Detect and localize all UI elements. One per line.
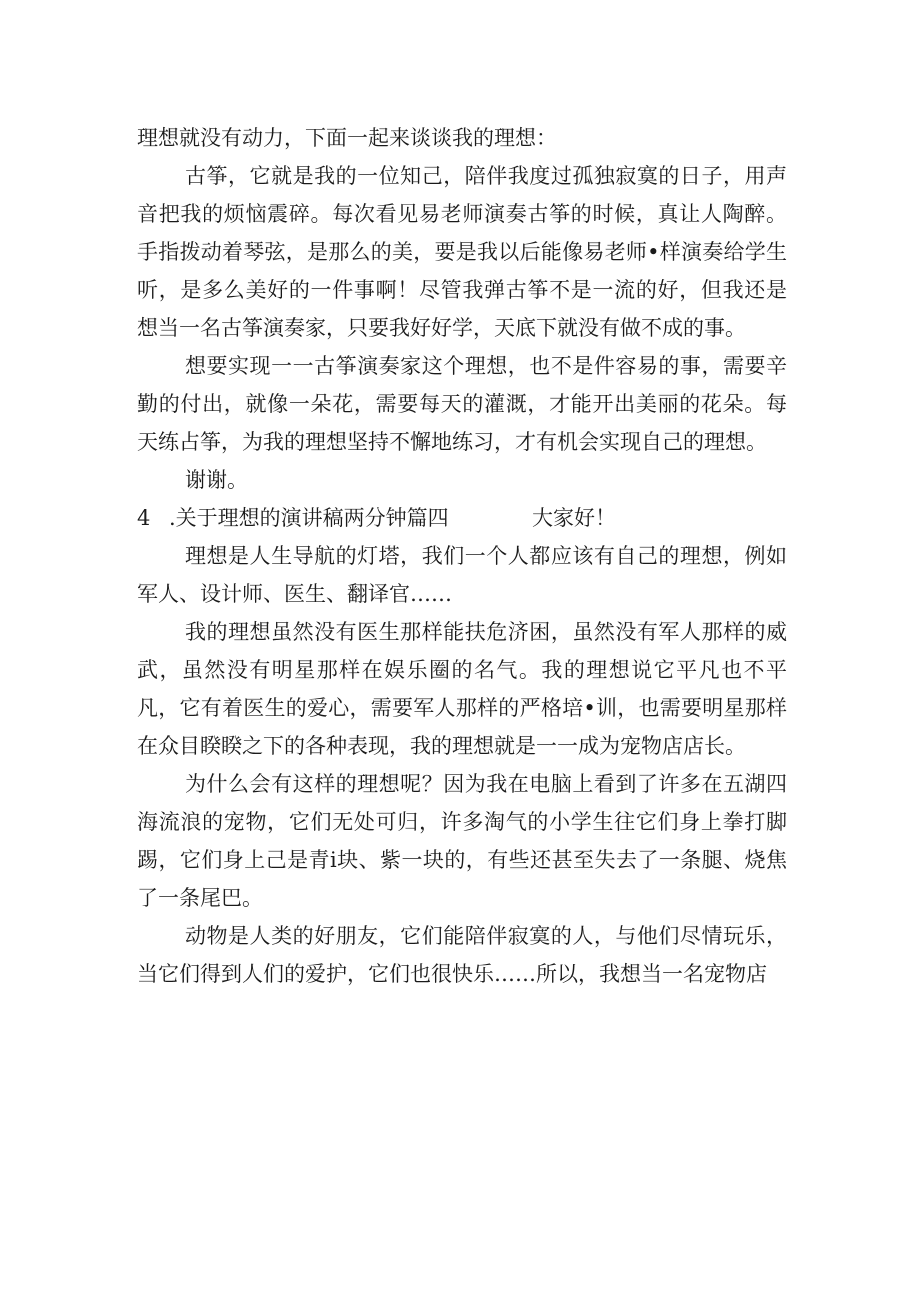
- paragraph-ordinary-dream: 我的理想虽然没有医生那样能扶危济困，虽然没有军人那样的威武，虽然没有明星那样在娱乐圈的名气。我的理想说它平凡也不平凡，它有着医生的爱心，需要军人那样的严格培•训，也需要明星那样在众目睽睽之下的各种表现，我的理想就是一一成为宠物店店长。: [137, 620, 787, 758]
- paragraph-guzheng-effort: 想要实现一一古筝演奏家这个理想，也不是件容易的事，需要辛勤的付出，就像一朵花，需要每天的灌溉，才能开出美丽的花朵。每天练占筝，为我的理想坚持不懈地练习，才有机会实现自己的理想。: [137, 354, 787, 454]
- paragraph-continuation: 理想就没有动力，下面一起来谈谈我的理想：: [137, 126, 557, 150]
- document-body: [137, 119, 787, 993]
- section-title: .关于理想的演讲稿两分钟篇四: [169, 506, 449, 530]
- section-heading: [137, 499, 787, 537]
- paragraph-lighthouse: 理想是人生导航的灯塔，我们一个人都应该有自己的理想，例如军人、设计师、医生、翻译官……: [137, 544, 787, 606]
- paragraph-guzheng-friend: 古筝，它就是我的一位知己，陪伴我度过孤独寂寞的日子，用声音把我的烦恼震碎。每次看见易老师演奏古筝的时候，真让人陶醉。手指拨动着琴弦，是那么的美，要是我以后能像易老师•样演奏给学生听，是多么美好的一件事啊！尽管我弹古筝不是一流的好，但我还是想当一名古筝演奏家，只要我好好学，天底下就没有做不成的事。: [137, 164, 787, 340]
- section-number: 4: [137, 506, 151, 530]
- paragraph-thanks: 谢谢。: [185, 468, 248, 492]
- paragraph-animals-friends: 动物是人类的好朋友，它们能陪伴寂寞的人，与他们尽情玩乐，当它们得到人们的爱护，它们也很快乐……所以，我想当一名宠物店: [137, 924, 787, 986]
- section-greeting: 大家好！: [532, 506, 616, 530]
- paragraph-why-dream: 为什么会有这样的理想呢？因为我在电脑上看到了许多在五湖四海流浪的宠物，它们无处可归，许多淘气的小学生往它们身上拳打脚踢，它们身上己是青i块、紫一块的，有些还甚至失去了一条腿、烧焦了一条尾巴。: [137, 772, 787, 910]
